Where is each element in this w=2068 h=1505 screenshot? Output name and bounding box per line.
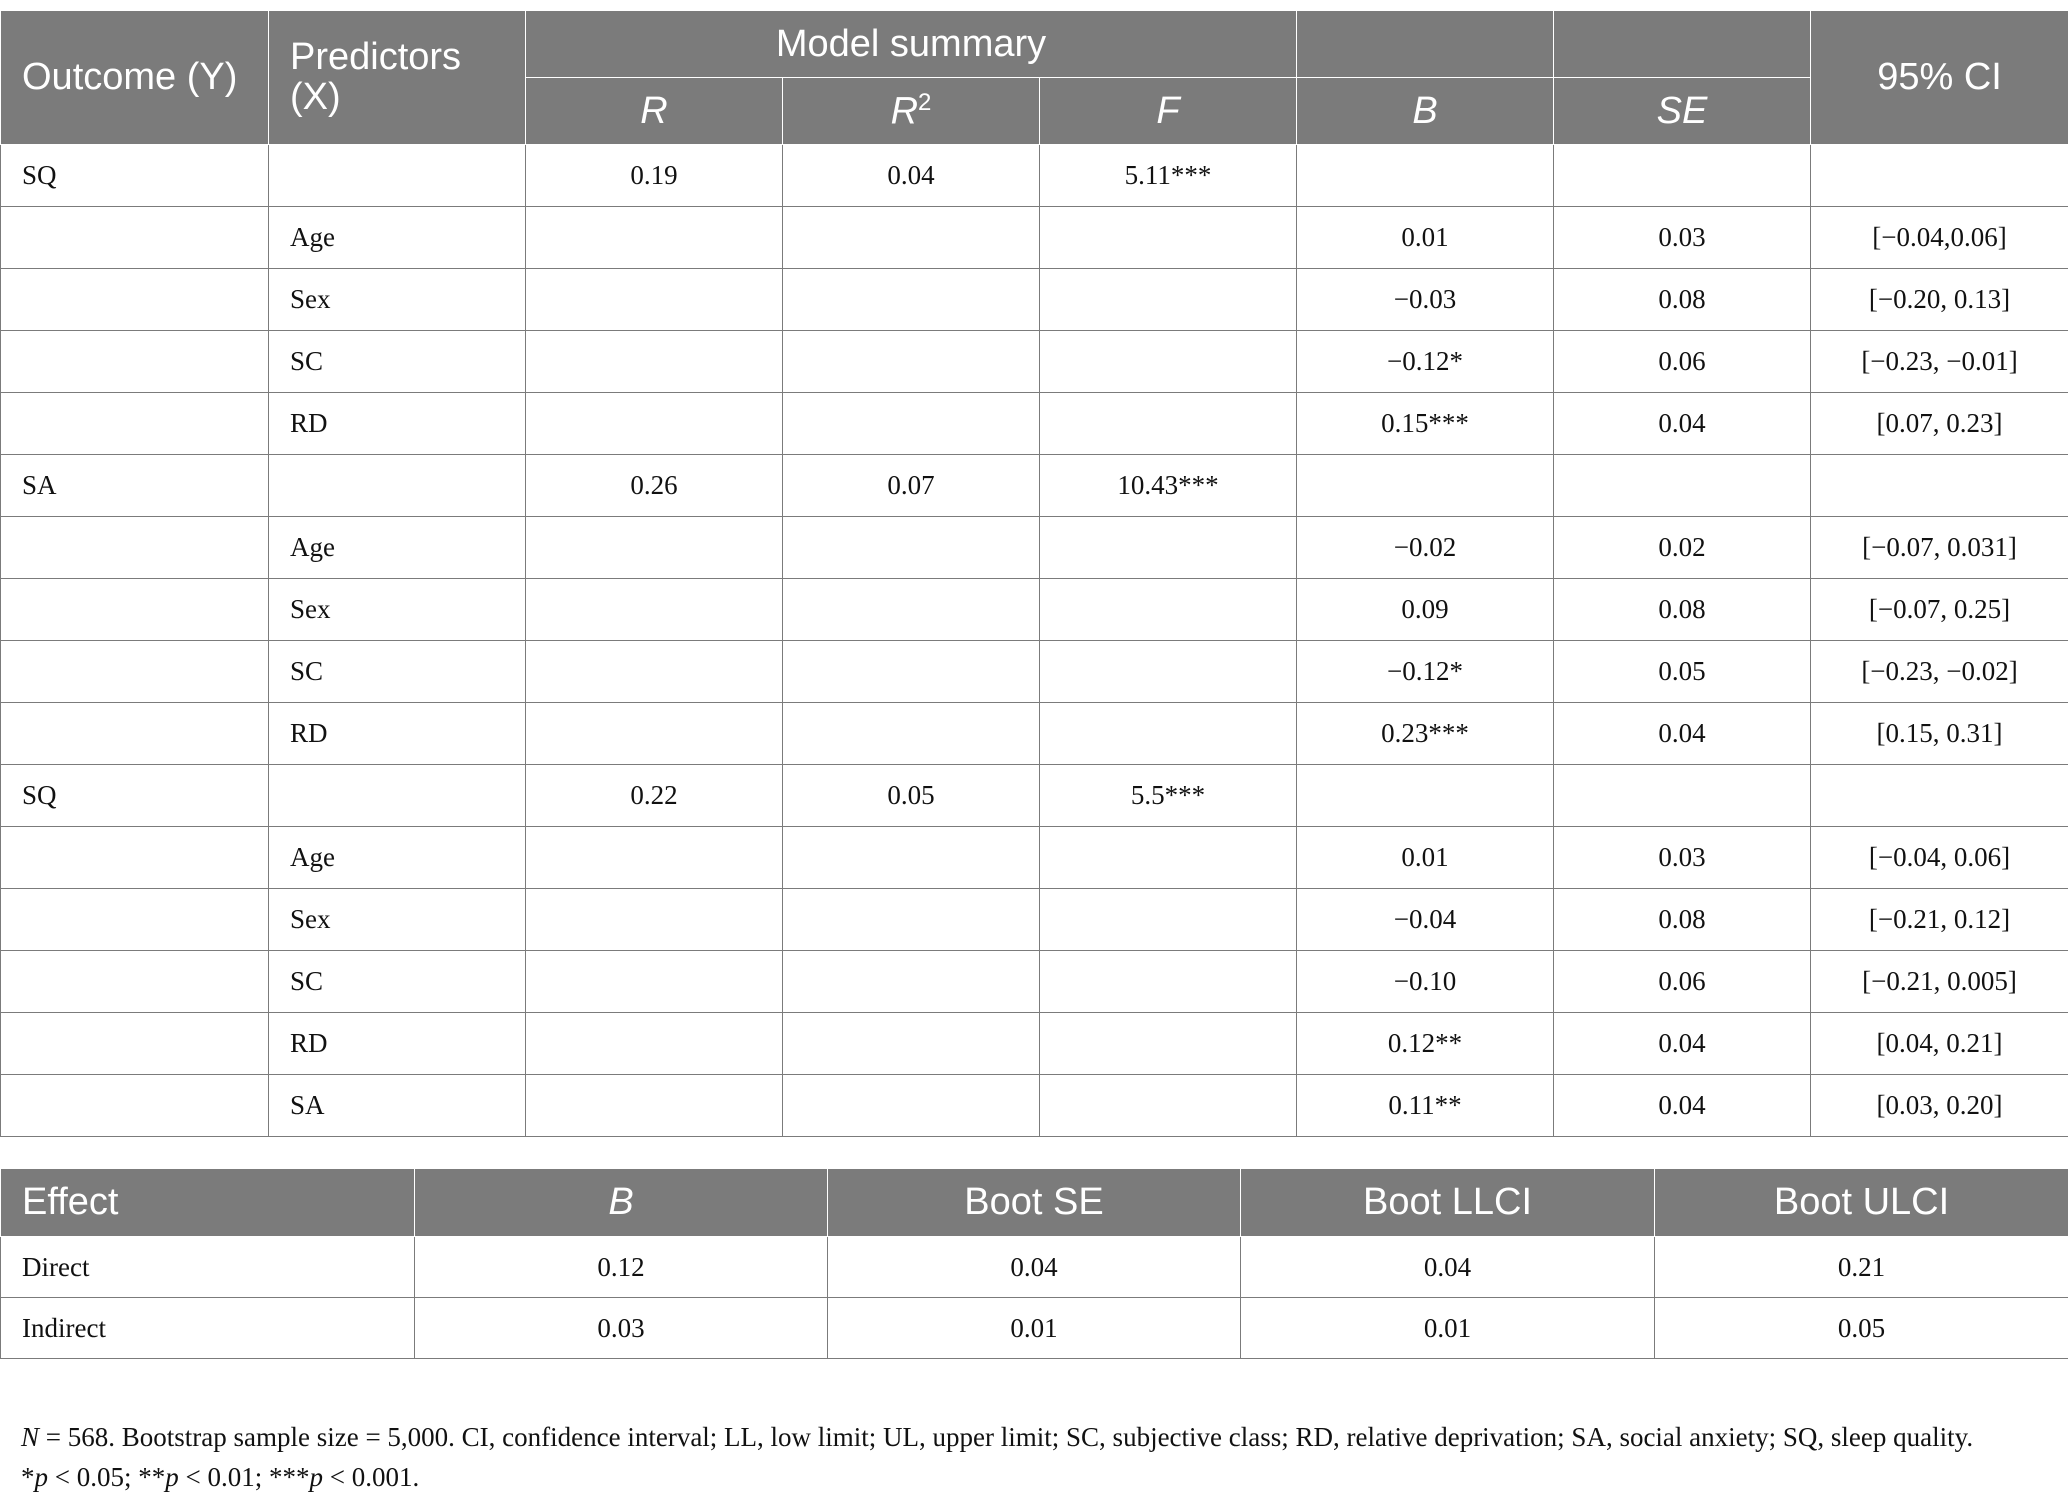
- note-text-2: < 0.01; ***: [178, 1462, 310, 1492]
- cell-ci: [0.03, 0.20]: [1811, 1075, 2068, 1137]
- cell-outcome: [1, 641, 269, 703]
- cell-ci: [−0.04,0.06]: [1811, 207, 2068, 269]
- cell-ci: [−0.23, −0.01]: [1811, 331, 2068, 393]
- cell-se: [1554, 765, 1811, 827]
- note-text-1: < 0.05; **: [48, 1462, 166, 1492]
- cell-predictor: Sex: [269, 579, 526, 641]
- cell-b: 0.03: [415, 1298, 828, 1359]
- cell-outcome: SQ: [1, 765, 269, 827]
- header-b-label: B: [1412, 89, 1438, 132]
- cell-r: [526, 951, 783, 1013]
- cell-outcome: [1, 827, 269, 889]
- cell-r: [526, 331, 783, 393]
- cell-outcome: [1, 207, 269, 269]
- cell-r: [526, 579, 783, 641]
- cell-r: [526, 889, 783, 951]
- cell-f: [1040, 331, 1297, 393]
- cell-r2: [783, 207, 1040, 269]
- cell-b: 0.01: [1297, 827, 1554, 889]
- cell-b: 0.12**: [1297, 1013, 1554, 1075]
- note-line1-text: = 568. Bootstrap sample size = 5,000. CI, confidence interval; LL, low limit; UL, upper limit; SC, subjective class; RD, relative deprivation; SA, social anxiety; SQ, sleep quality.: [39, 1422, 1974, 1452]
- header-boot-llci: Boot LLCI: [1241, 1169, 1655, 1237]
- effects-table-body: [1, 1237, 2068, 1359]
- cell-f: [1040, 827, 1297, 889]
- header-blank-2: [1554, 11, 1811, 78]
- table-row: [1, 393, 2068, 455]
- cell-b: 0.09: [1297, 579, 1554, 641]
- cell-predictor: Sex: [269, 889, 526, 951]
- header-predictors: [269, 11, 526, 145]
- cell-boot-se: 0.01: [828, 1298, 1241, 1359]
- cell-b: [1297, 455, 1554, 517]
- header-se-label: SE: [1656, 89, 1708, 132]
- cell-outcome: SQ: [1, 145, 269, 207]
- cell-outcome: [1, 517, 269, 579]
- table-row: [1, 269, 2068, 331]
- table-row: [1, 827, 2068, 889]
- cell-r2: 0.07: [783, 455, 1040, 517]
- cell-r2: 0.04: [783, 145, 1040, 207]
- cell-b: −0.12*: [1297, 641, 1554, 703]
- header-blank-1: [1297, 11, 1554, 78]
- cell-r: [526, 1075, 783, 1137]
- cell-se: [1554, 145, 1811, 207]
- cell-outcome: [1, 951, 269, 1013]
- cell-ci: [−0.21, 0.12]: [1811, 889, 2068, 951]
- cell-ci: [−0.07, 0.25]: [1811, 579, 2068, 641]
- cell-boot-llci: 0.01: [1241, 1298, 1655, 1359]
- cell-r: 0.22: [526, 765, 783, 827]
- cell-predictor: Age: [269, 517, 526, 579]
- cell-boot-se: 0.04: [828, 1237, 1241, 1298]
- cell-b: −0.04: [1297, 889, 1554, 951]
- table-row: [1, 951, 2068, 1013]
- header-predictors-label: Predictors (X): [290, 35, 462, 118]
- note-star-1: *: [21, 1462, 35, 1492]
- cell-se: 0.02: [1554, 517, 1811, 579]
- cell-boot-ulci: 0.21: [1655, 1237, 2068, 1298]
- cell-f: 10.43***: [1040, 455, 1297, 517]
- table-row: [1, 765, 2068, 827]
- cell-b: 0.23***: [1297, 703, 1554, 765]
- cell-r2: 0.05: [783, 765, 1040, 827]
- header-b: [1297, 78, 1554, 145]
- table-row: [1, 1298, 2068, 1359]
- cell-ci: [−0.07, 0.031]: [1811, 517, 2068, 579]
- cell-f: [1040, 889, 1297, 951]
- cell-b: 0.01: [1297, 207, 1554, 269]
- cell-r: [526, 703, 783, 765]
- cell-f: [1040, 641, 1297, 703]
- cell-se: 0.05: [1554, 641, 1811, 703]
- cell-outcome: [1, 1013, 269, 1075]
- cell-b: 0.15***: [1297, 393, 1554, 455]
- cell-predictor: RD: [269, 703, 526, 765]
- cell-predictor: [269, 455, 526, 517]
- cell-r2: [783, 1013, 1040, 1075]
- note-text-3: < 0.001.: [322, 1462, 420, 1492]
- table-note-abbreviations: [21, 1417, 1973, 1457]
- header-ci: 95% CI: [1811, 11, 2068, 145]
- note-p-1: p: [34, 1462, 48, 1492]
- header-outcome: Outcome (Y): [1, 11, 269, 145]
- cell-outcome: [1, 703, 269, 765]
- cell-predictor: Age: [269, 207, 526, 269]
- table-row: [1, 703, 2068, 765]
- cell-predictor: SC: [269, 641, 526, 703]
- cell-se: 0.03: [1554, 207, 1811, 269]
- cell-se: 0.03: [1554, 827, 1811, 889]
- cell-ci: [−0.20, 0.13]: [1811, 269, 2068, 331]
- cell-se: 0.08: [1554, 579, 1811, 641]
- header-boot-ulci: Boot ULCI: [1655, 1169, 2068, 1237]
- table-row: [1, 1075, 2068, 1137]
- header-effect-b: [415, 1169, 828, 1237]
- cell-f: [1040, 1013, 1297, 1075]
- header-effect: Effect: [1, 1169, 415, 1237]
- table-row: [1, 517, 2068, 579]
- cell-predictor: RD: [269, 393, 526, 455]
- cell-r2: [783, 827, 1040, 889]
- cell-f: 5.11***: [1040, 145, 1297, 207]
- cell-f: [1040, 579, 1297, 641]
- cell-b: 0.12: [415, 1237, 828, 1298]
- cell-b: −0.10: [1297, 951, 1554, 1013]
- cell-r: 0.26: [526, 455, 783, 517]
- cell-ci: [0.15, 0.31]: [1811, 703, 2068, 765]
- cell-se: 0.08: [1554, 889, 1811, 951]
- cell-r: 0.19: [526, 145, 783, 207]
- header-f-label: F: [1156, 89, 1180, 132]
- cell-se: 0.04: [1554, 1075, 1811, 1137]
- header-model-summary: Model summary: [526, 11, 1297, 78]
- cell-ci: [0.07, 0.23]: [1811, 393, 2068, 455]
- cell-f: [1040, 393, 1297, 455]
- table-row: [1, 641, 2068, 703]
- header-effect-b-label: B: [608, 1181, 634, 1223]
- cell-r: [526, 827, 783, 889]
- cell-predictor: RD: [269, 1013, 526, 1075]
- note-n: N: [21, 1422, 40, 1452]
- cell-r2: [783, 641, 1040, 703]
- header-r: [526, 78, 783, 145]
- table-row: [1, 207, 2068, 269]
- header-se: [1554, 78, 1811, 145]
- header-boot-se: Boot SE: [828, 1169, 1241, 1237]
- cell-outcome: [1, 269, 269, 331]
- table-note-significance: [21, 1457, 419, 1497]
- cell-outcome: SA: [1, 455, 269, 517]
- cell-r2: [783, 517, 1040, 579]
- cell-b: [1297, 145, 1554, 207]
- cell-r2: [783, 1075, 1040, 1137]
- cell-r: [526, 1013, 783, 1075]
- cell-f: [1040, 1075, 1297, 1137]
- cell-outcome: [1, 393, 269, 455]
- cell-f: [1040, 269, 1297, 331]
- cell-boot-ulci: 0.05: [1655, 1298, 2068, 1359]
- cell-predictor: Sex: [269, 269, 526, 331]
- cell-r: [526, 393, 783, 455]
- table-row: [1, 145, 2068, 207]
- cell-outcome: [1, 331, 269, 393]
- cell-predictor: SC: [269, 951, 526, 1013]
- cell-boot-llci: 0.04: [1241, 1237, 1655, 1298]
- cell-ci: [−0.21, 0.005]: [1811, 951, 2068, 1013]
- cell-r: [526, 207, 783, 269]
- cell-b: −0.03: [1297, 269, 1554, 331]
- header-r2-label: R: [890, 90, 919, 133]
- cell-r: [526, 517, 783, 579]
- cell-effect: Direct: [1, 1237, 415, 1298]
- cell-r2: [783, 889, 1040, 951]
- cell-r: [526, 641, 783, 703]
- effects-table: [0, 1168, 2068, 1359]
- cell-ci: [−0.04, 0.06]: [1811, 827, 2068, 889]
- table-row: [1, 1237, 2068, 1298]
- cell-effect: Indirect: [1, 1298, 415, 1359]
- cell-b: [1297, 765, 1554, 827]
- cell-r2: [783, 269, 1040, 331]
- cell-f: 5.5***: [1040, 765, 1297, 827]
- cell-se: 0.04: [1554, 393, 1811, 455]
- header-f: [1040, 78, 1297, 145]
- cell-r2: [783, 393, 1040, 455]
- header-r2: [783, 78, 1040, 145]
- cell-r2: [783, 579, 1040, 641]
- cell-r2: [783, 331, 1040, 393]
- cell-predictor: [269, 765, 526, 827]
- cell-se: [1554, 455, 1811, 517]
- cell-predictor: SC: [269, 331, 526, 393]
- cell-b: 0.11**: [1297, 1075, 1554, 1137]
- cell-predictor: SA: [269, 1075, 526, 1137]
- cell-se: 0.08: [1554, 269, 1811, 331]
- table-row: [1, 331, 2068, 393]
- cell-outcome: [1, 889, 269, 951]
- cell-r2: [783, 951, 1040, 1013]
- cell-outcome: [1, 1075, 269, 1137]
- regression-table: [0, 10, 2068, 1137]
- cell-r: [526, 269, 783, 331]
- table-row: [1, 889, 2068, 951]
- note-p-2: p: [165, 1462, 179, 1492]
- table-row: [1, 579, 2068, 641]
- header-r2-sup: 2: [918, 88, 932, 116]
- cell-se: 0.06: [1554, 331, 1811, 393]
- header-r-label: R: [640, 89, 668, 132]
- cell-f: [1040, 703, 1297, 765]
- cell-ci: [0.04, 0.21]: [1811, 1013, 2068, 1075]
- cell-ci: [1811, 145, 2068, 207]
- table-row: [1, 455, 2068, 517]
- cell-se: 0.06: [1554, 951, 1811, 1013]
- regression-table-body: [1, 145, 2068, 1137]
- cell-f: [1040, 517, 1297, 579]
- cell-b: −0.12*: [1297, 331, 1554, 393]
- cell-f: [1040, 207, 1297, 269]
- cell-r2: [783, 703, 1040, 765]
- cell-ci: [1811, 455, 2068, 517]
- cell-b: −0.02: [1297, 517, 1554, 579]
- note-p-3: p: [309, 1462, 323, 1492]
- cell-outcome: [1, 579, 269, 641]
- cell-se: 0.04: [1554, 703, 1811, 765]
- cell-predictor: [269, 145, 526, 207]
- table-row: [1, 1013, 2068, 1075]
- cell-f: [1040, 951, 1297, 1013]
- cell-se: 0.04: [1554, 1013, 1811, 1075]
- cell-ci: [1811, 765, 2068, 827]
- cell-ci: [−0.23, −0.02]: [1811, 641, 2068, 703]
- cell-predictor: Age: [269, 827, 526, 889]
